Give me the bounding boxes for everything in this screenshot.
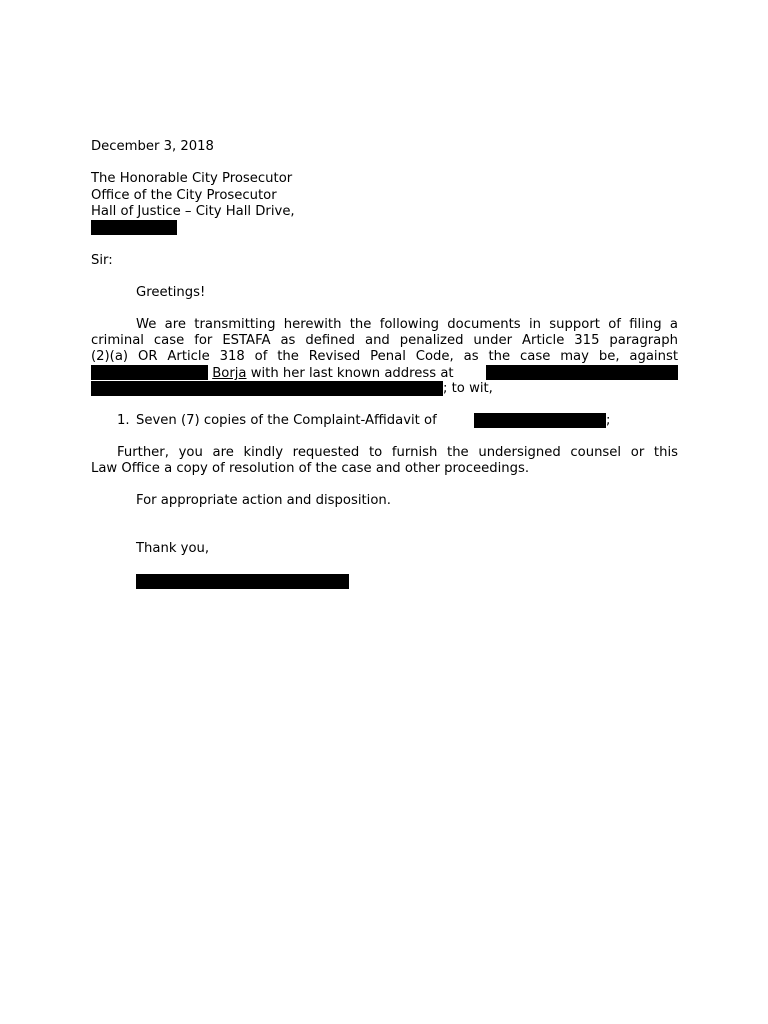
thanks: Thank you, — [136, 541, 210, 556]
greeting: Greetings! — [136, 285, 206, 300]
redacted-address-part-1 — [486, 365, 678, 380]
letter-date: December 3, 2018 — [91, 139, 214, 154]
body-line-3: (2)(a) OR Article 318 of the Revised Penal Code, as the case may be, against — [91, 349, 678, 364]
addressee-line-3: Hall of Justice – City Hall Drive, — [91, 204, 295, 219]
salutation: Sir: — [91, 253, 113, 268]
redacted-signatory — [136, 574, 349, 589]
respondent-surname: Borja — [212, 366, 247, 381]
redacted-respondent-name — [91, 365, 208, 380]
list-marker: 1. — [117, 413, 130, 428]
addressee-line-2: Office of the City Prosecutor — [91, 188, 277, 203]
closing-action: For appropriate action and disposition. — [136, 493, 391, 508]
list-item-end: ; — [606, 413, 611, 428]
further-line-1: Further, you are kindly requested to furnish the undersigned counsel or this — [117, 445, 678, 460]
redacted-city — [91, 220, 177, 235]
redacted-complainant-name — [474, 413, 606, 428]
body-line-1: We are transmitting herewith the following documents in support of filing a — [136, 317, 678, 332]
body-line-5-end: ; to wit, — [443, 381, 493, 396]
addressee-line-1: The Honorable City Prosecutor — [91, 171, 293, 186]
further-line-2: Law Office a copy of resolution of the case and other proceedings. — [91, 461, 530, 476]
body-line-2: criminal case for ESTAFA as defined and penalized under Article 315 paragraph — [91, 333, 678, 348]
address-lead: with her last known address at — [250, 366, 454, 381]
redacted-address-part-2 — [91, 381, 443, 396]
list-item — [136, 413, 437, 429]
list-item-text: Seven (7) copies of the Complaint-Affidavit of — [136, 413, 437, 428]
